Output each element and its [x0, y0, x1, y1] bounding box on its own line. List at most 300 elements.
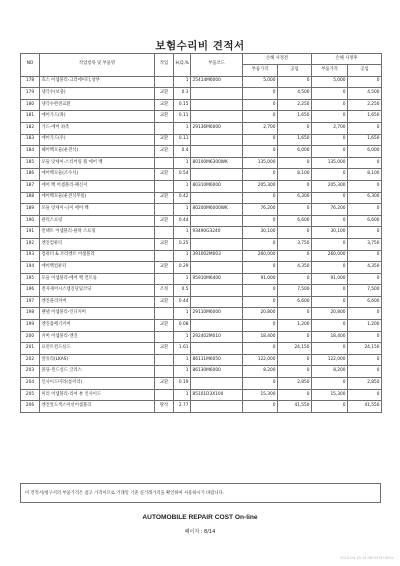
- row-hq: 2.77: [174, 401, 191, 413]
- row-before-labor: 2,250: [278, 99, 312, 111]
- table-row: [21, 204, 382, 216]
- row-no: 197: [21, 296, 40, 308]
- row-work: 교환: [155, 111, 174, 123]
- row-code: 29110M6000: [191, 308, 243, 320]
- row-work: [155, 250, 174, 262]
- document-title: 보험수리비 견적서: [155, 40, 245, 52]
- row-work: 교환: [155, 215, 174, 227]
- row-before-part-price: 0: [243, 343, 278, 355]
- row-item: 엔진흡배기커버: [40, 320, 155, 332]
- row-after-labor: 6,000: [348, 146, 382, 158]
- row-work: [155, 227, 174, 239]
- row-work: [155, 331, 174, 343]
- row-work: [155, 157, 174, 169]
- row-item: 엔진앞도색스이선어셈블리: [40, 401, 155, 413]
- row-work: [155, 389, 174, 401]
- row-no: 196: [21, 285, 40, 297]
- row-item: 냉각수완전교환: [40, 99, 155, 111]
- row-after-part-price: 0: [312, 401, 348, 413]
- row-after-part-price: 0: [312, 343, 348, 355]
- row-before-part-price: 122,000: [243, 354, 278, 366]
- row-hq: 0.5: [174, 285, 191, 297]
- row-after-part-price: 0: [312, 320, 348, 332]
- row-code: [191, 169, 243, 181]
- row-before-labor: 0: [278, 122, 312, 134]
- row-code: 25414M6000: [191, 76, 243, 88]
- row-before-labor: 1,650: [278, 134, 312, 146]
- row-after-part-price: 0: [312, 134, 348, 146]
- row-code: [191, 320, 243, 332]
- row-hq: 0.11: [174, 134, 191, 146]
- row-item: 엔진컴퓨터: [40, 238, 155, 250]
- row-hq: 1: [174, 354, 191, 366]
- row-before-part-price: 0: [243, 401, 278, 413]
- row-hq: 0.11: [174, 111, 191, 123]
- row-after-part-price: 260,000: [312, 250, 348, 262]
- row-before-part-price: 91,000: [243, 273, 278, 285]
- row-before-labor: 0: [278, 308, 312, 320]
- row-after-part-price: 8,200: [312, 366, 348, 378]
- row-hq: 1: [174, 180, 191, 192]
- row-no: 185: [21, 157, 40, 169]
- row-after-labor: 4,500: [348, 88, 382, 100]
- row-after-part-price: 0: [312, 262, 348, 274]
- row-after-part-price: 0: [312, 378, 348, 390]
- row-after-labor: 3,750: [348, 238, 382, 250]
- row-item: 모듈 앗세이-스티어링 휠 에어 백: [40, 157, 155, 169]
- row-code: [191, 192, 243, 204]
- row-work: 교환: [155, 262, 174, 274]
- row-before-labor: 0: [278, 389, 312, 401]
- row-code: 391002M003: [191, 250, 243, 262]
- col-header-after-part-price: 부품가격: [312, 65, 348, 76]
- col-header-after: 손해 사정후: [312, 54, 382, 65]
- row-before-part-price: 260,000: [243, 250, 278, 262]
- row-no: 200: [21, 331, 40, 343]
- row-code: [191, 378, 243, 390]
- row-after-labor: 2,850: [348, 378, 382, 390]
- table-row: [21, 180, 382, 192]
- row-after-labor: 0: [348, 76, 382, 88]
- row-item: 에어백컴퓨터: [40, 262, 155, 274]
- row-hq: 1: [174, 204, 191, 216]
- row-item: 인사이드미러(룸미러): [40, 378, 155, 390]
- row-work: 교환: [155, 99, 174, 111]
- row-code: 95910M6400: [191, 273, 243, 285]
- row-before-labor: 0: [278, 227, 312, 239]
- row-no: 191: [21, 227, 40, 239]
- row-before-labor: 6,000: [278, 146, 312, 158]
- row-after-labor: 1,200: [348, 320, 382, 332]
- estimate-table: [20, 53, 382, 413]
- row-after-labor: 0: [348, 273, 382, 285]
- row-after-labor: 7,500: [348, 285, 382, 297]
- print-stamp: 2024-04-15 14:38:53 M7X001: [339, 556, 394, 560]
- row-hq: 1: [174, 273, 191, 285]
- row-after-part-price: 18,400: [312, 331, 348, 343]
- row-no: 178: [21, 76, 40, 88]
- row-before-part-price: 0: [243, 169, 278, 181]
- row-code: [191, 285, 243, 297]
- row-before-labor: 0: [278, 180, 312, 192]
- row-after-part-price: 0: [312, 238, 348, 250]
- table-row: [21, 88, 382, 100]
- row-after-labor: 6,600: [348, 296, 382, 308]
- row-work: 교환: [155, 378, 174, 390]
- row-before-labor: 41,550: [278, 401, 312, 413]
- row-hq: 0.15: [174, 99, 191, 111]
- row-work: 교환: [155, 320, 174, 332]
- col-header-before: 손해 사정전: [243, 54, 312, 65]
- row-hq: 1: [174, 366, 191, 378]
- row-item: 미러 어셈블리-리어 뷰 인사이드: [40, 389, 155, 401]
- col-header-item: 작업항목 및 부품명: [40, 54, 155, 77]
- row-after-labor: 24,150: [348, 343, 382, 355]
- row-hq: 1.61: [174, 343, 191, 355]
- row-before-labor: 2,850: [278, 378, 312, 390]
- row-before-labor: 1,650: [278, 111, 312, 123]
- row-after-labor: 0: [348, 331, 382, 343]
- table-row: [21, 308, 382, 320]
- row-after-part-price: 135,000: [312, 157, 348, 169]
- row-hq: 1: [174, 331, 191, 343]
- row-after-labor: 0: [348, 157, 382, 169]
- row-after-labor: 6,600: [348, 215, 382, 227]
- row-after-part-price: 91,000: [312, 273, 348, 285]
- row-before-part-price: 0: [243, 88, 278, 100]
- table-row: [21, 227, 382, 239]
- row-no: 190: [21, 215, 40, 227]
- row-after-part-price: 5,000: [312, 76, 348, 88]
- row-code: [191, 401, 243, 413]
- row-before-labor: 6,300: [278, 192, 312, 204]
- row-after-labor: 41,550: [348, 401, 382, 413]
- row-after-part-price: 30,100: [312, 227, 348, 239]
- table-row: [21, 378, 382, 390]
- table-row: [21, 134, 382, 146]
- row-item: 호스 어셈블리-크리에이터,상부: [40, 76, 155, 88]
- row-code: 86130M6000: [191, 366, 243, 378]
- row-after-labor: 0: [348, 122, 382, 134]
- row-before-labor: 0: [278, 366, 312, 378]
- row-no: 203: [21, 366, 40, 378]
- row-item: 헤어백모듈(운전석): [40, 146, 155, 158]
- row-before-labor: 0: [278, 250, 312, 262]
- row-no: 202: [21, 354, 40, 366]
- row-item: 전자제어시스템진단및코딩: [40, 285, 155, 297]
- row-hq: 0.29: [174, 262, 191, 274]
- row-hq: 0.3: [174, 88, 191, 100]
- row-code: 80200M6000WK: [191, 204, 243, 216]
- row-item: 컨택트 어셈블리-클락 스프링: [40, 227, 155, 239]
- row-after-labor: 0: [348, 204, 382, 216]
- row-hq: 0.44: [174, 296, 191, 308]
- table-row: [21, 354, 382, 366]
- row-code: 85101D3X100: [191, 389, 243, 401]
- row-code: [191, 343, 243, 355]
- row-before-labor: 6,600: [278, 215, 312, 227]
- row-after-part-price: 0: [312, 296, 348, 308]
- row-hq: 0.25: [174, 238, 191, 250]
- row-code: [191, 296, 243, 308]
- row-code: [191, 146, 243, 158]
- row-before-part-price: 15,300: [243, 389, 278, 401]
- row-after-part-price: 0: [312, 99, 348, 111]
- row-before-labor: 0: [278, 157, 312, 169]
- row-no: 198: [21, 308, 40, 320]
- row-after-part-price: 15,300: [312, 389, 348, 401]
- row-no: 193: [21, 250, 40, 262]
- row-work: 교환: [155, 88, 174, 100]
- row-after-labor: 0: [348, 227, 382, 239]
- row-item: 모듈 앗세이-니이 에어 백: [40, 204, 155, 216]
- row-work: [155, 308, 174, 320]
- table-row: [21, 285, 382, 297]
- table-row: [21, 157, 382, 169]
- row-after-part-price: 0: [312, 88, 348, 100]
- row-hq: 0.08: [174, 320, 191, 332]
- row-item: 프런트윈드실드: [40, 343, 155, 355]
- footer-brand: AUTOMOBILE REPAIR COST On-line: [142, 514, 258, 521]
- row-work: 조정: [155, 285, 174, 297]
- row-code: [191, 111, 243, 123]
- row-after-part-price: 205,300: [312, 180, 348, 192]
- row-code: 86111M6050: [191, 354, 243, 366]
- table-row: [21, 238, 382, 250]
- row-no: 204: [21, 378, 40, 390]
- row-work: [155, 366, 174, 378]
- row-item: 가드-에어 좌측: [40, 122, 155, 134]
- table-row: [21, 320, 382, 332]
- row-code: 93490G3240: [191, 227, 243, 239]
- table-row: [21, 111, 382, 123]
- col-header-before-labor: 공임: [278, 65, 312, 76]
- row-after-labor: 0: [348, 180, 382, 192]
- row-hq: 1: [174, 389, 191, 401]
- row-no: 205: [21, 389, 40, 401]
- row-hq: 1: [174, 250, 191, 262]
- row-hq: 0.19: [174, 378, 191, 390]
- row-item: 엔진풀리커버: [40, 296, 155, 308]
- row-item: 에어 백 어셈블리-패신저: [40, 180, 155, 192]
- row-work: [155, 122, 174, 134]
- table-row: [21, 389, 382, 401]
- row-before-part-price: 0: [243, 262, 278, 274]
- row-before-part-price: 205,300: [243, 180, 278, 192]
- row-work: 교환: [155, 238, 174, 250]
- table-row: [21, 250, 382, 262]
- row-before-labor: 4,500: [278, 88, 312, 100]
- estimate-rows: [21, 76, 382, 412]
- row-code: 29136M6000: [191, 122, 243, 134]
- row-after-labor: 0: [348, 250, 382, 262]
- row-after-part-price: 0: [312, 111, 348, 123]
- row-item: 커버 어셈블리-엔진: [40, 331, 155, 343]
- row-no: 206: [21, 401, 40, 413]
- row-before-part-price: 0: [243, 296, 278, 308]
- table-row: [21, 146, 382, 158]
- row-item: 에어가드(좌): [40, 111, 155, 123]
- table-row: [21, 331, 382, 343]
- row-after-part-price: 76,200: [312, 204, 348, 216]
- row-work: 교환: [155, 192, 174, 204]
- table-row: [21, 296, 382, 308]
- row-after-labor: 0: [348, 389, 382, 401]
- row-work: 교환: [155, 146, 174, 158]
- row-after-labor: 0: [348, 354, 382, 366]
- row-before-part-price: 30,100: [243, 227, 278, 239]
- row-code: [191, 238, 243, 250]
- row-item: 냉각수(보충): [40, 88, 155, 100]
- row-no: 195: [21, 273, 40, 285]
- row-no: 186: [21, 169, 40, 181]
- row-before-part-price: 2,700: [243, 122, 278, 134]
- row-work: [155, 76, 174, 88]
- col-header-no: NO: [21, 54, 40, 77]
- row-before-part-price: 0: [243, 99, 278, 111]
- row-code: [191, 262, 243, 274]
- row-work: [155, 273, 174, 285]
- row-no: 184: [21, 146, 40, 158]
- row-after-part-price: 0: [312, 146, 348, 158]
- row-work: 교환: [155, 296, 174, 308]
- row-code: 80310M6000: [191, 180, 243, 192]
- row-before-labor: 1,200: [278, 320, 312, 332]
- row-hq: 0.42: [174, 192, 191, 204]
- row-before-part-price: 0: [243, 285, 278, 297]
- row-before-labor: 0: [278, 76, 312, 88]
- table-row: [21, 169, 382, 181]
- table-row: [21, 76, 382, 88]
- row-before-part-price: 0: [243, 238, 278, 250]
- row-before-labor: 0: [278, 204, 312, 216]
- table-row: [21, 99, 382, 111]
- row-no: 201: [21, 343, 40, 355]
- page-number: 페이지 : 8/14: [184, 529, 216, 535]
- row-after-labor: 6,300: [348, 192, 382, 204]
- row-before-part-price: 0: [243, 111, 278, 123]
- row-before-labor: 7,500: [278, 285, 312, 297]
- row-before-part-price: 20,800: [243, 308, 278, 320]
- row-hq: 1: [174, 122, 191, 134]
- col-header-code: 부품코드: [191, 54, 243, 77]
- row-work: [155, 180, 174, 192]
- row-hq: 1: [174, 76, 191, 88]
- row-before-part-price: 0: [243, 134, 278, 146]
- row-no: 183: [21, 134, 40, 146]
- row-no: 180: [21, 99, 40, 111]
- row-before-labor: 6,600: [278, 296, 312, 308]
- row-before-labor: 3,750: [278, 238, 312, 250]
- row-before-labor: 0: [278, 273, 312, 285]
- table-row: [21, 366, 382, 378]
- row-after-labor: 0: [348, 308, 382, 320]
- row-after-part-price: 0: [312, 285, 348, 297]
- row-code: 80100M6300WK: [191, 157, 243, 169]
- table-row: [21, 215, 382, 227]
- price-notice: 이 견적서/청구서의 부품가격은 참고 가격이므로 거래일 기준 실거래가격을 확인하여 사용하시기 바랍니다.: [20, 483, 381, 503]
- row-hq: 1: [174, 227, 191, 239]
- row-code: [191, 134, 243, 146]
- row-after-part-price: 0: [312, 192, 348, 204]
- row-before-part-price: 0: [243, 320, 278, 332]
- row-before-part-price: 76,200: [243, 204, 278, 216]
- row-before-part-price: 135,000: [243, 157, 278, 169]
- row-item: 에어백모듈(조수석): [40, 169, 155, 181]
- row-hq: 0.44: [174, 215, 191, 227]
- row-hq: 0.54: [174, 169, 191, 181]
- row-before-part-price: 18,400: [243, 331, 278, 343]
- row-before-part-price: 8,200: [243, 366, 278, 378]
- row-before-part-price: 0: [243, 192, 278, 204]
- row-no: 188: [21, 192, 40, 204]
- table-row: [21, 262, 382, 274]
- row-after-labor: 0: [348, 366, 382, 378]
- row-code: [191, 88, 243, 100]
- row-before-part-price: 0: [243, 146, 278, 158]
- row-after-part-price: 0: [312, 169, 348, 181]
- row-after-part-price: 20,800: [312, 308, 348, 320]
- row-code: [191, 99, 243, 111]
- row-after-labor: 1,650: [348, 134, 382, 146]
- row-item: 팬넬 어셈블리-인디커버: [40, 308, 155, 320]
- row-before-labor: 24,150: [278, 343, 312, 355]
- row-work: 교환: [155, 134, 174, 146]
- row-no: 182: [21, 122, 40, 134]
- row-after-labor: 1,650: [348, 111, 382, 123]
- row-hq: 1: [174, 157, 191, 169]
- row-before-part-price: 0: [243, 215, 278, 227]
- row-item: 앞유리(LKAS): [40, 354, 155, 366]
- row-no: 192: [21, 238, 40, 250]
- row-code: 292402M010: [191, 331, 243, 343]
- row-no: 179: [21, 88, 40, 100]
- table-row: [21, 273, 382, 285]
- col-header-after-labor: 공임: [348, 65, 382, 76]
- row-no: 181: [21, 111, 40, 123]
- row-work: 교환: [155, 169, 174, 181]
- col-header-work: 작업: [155, 54, 174, 77]
- row-work: 교환: [155, 343, 174, 355]
- row-before-part-price: 5,000: [243, 76, 278, 88]
- row-after-part-price: 122,000: [312, 354, 348, 366]
- row-before-labor: 4,350: [278, 262, 312, 274]
- row-no: 194: [21, 262, 40, 274]
- row-work: 탈착: [155, 401, 174, 413]
- table-row: [21, 401, 382, 413]
- col-header-before-part-price: 부품가격: [243, 65, 278, 76]
- row-after-labor: 2,250: [348, 99, 382, 111]
- row-no: 187: [21, 180, 40, 192]
- row-before-labor: 0: [278, 354, 312, 366]
- table-row: [21, 122, 382, 134]
- row-item: 모듈 어셈블리-에어 백 컨트롤: [40, 273, 155, 285]
- row-item: 클럭스프링: [40, 215, 155, 227]
- row-before-labor: 8,100: [278, 169, 312, 181]
- row-item: 에어가드(우): [40, 134, 155, 146]
- row-before-part-price: 0: [243, 378, 278, 390]
- row-item: 몰딩-윈드실드 글라스: [40, 366, 155, 378]
- row-hq: 0.4: [174, 146, 191, 158]
- row-item: 에어백모듈(운전석무릎): [40, 192, 155, 204]
- row-after-part-price: 0: [312, 215, 348, 227]
- row-after-labor: 8,100: [348, 169, 382, 181]
- row-work: [155, 204, 174, 216]
- table-row: [21, 343, 382, 355]
- row-code: [191, 215, 243, 227]
- row-no: 189: [21, 204, 40, 216]
- col-header-hq: H,Q,%: [174, 54, 191, 77]
